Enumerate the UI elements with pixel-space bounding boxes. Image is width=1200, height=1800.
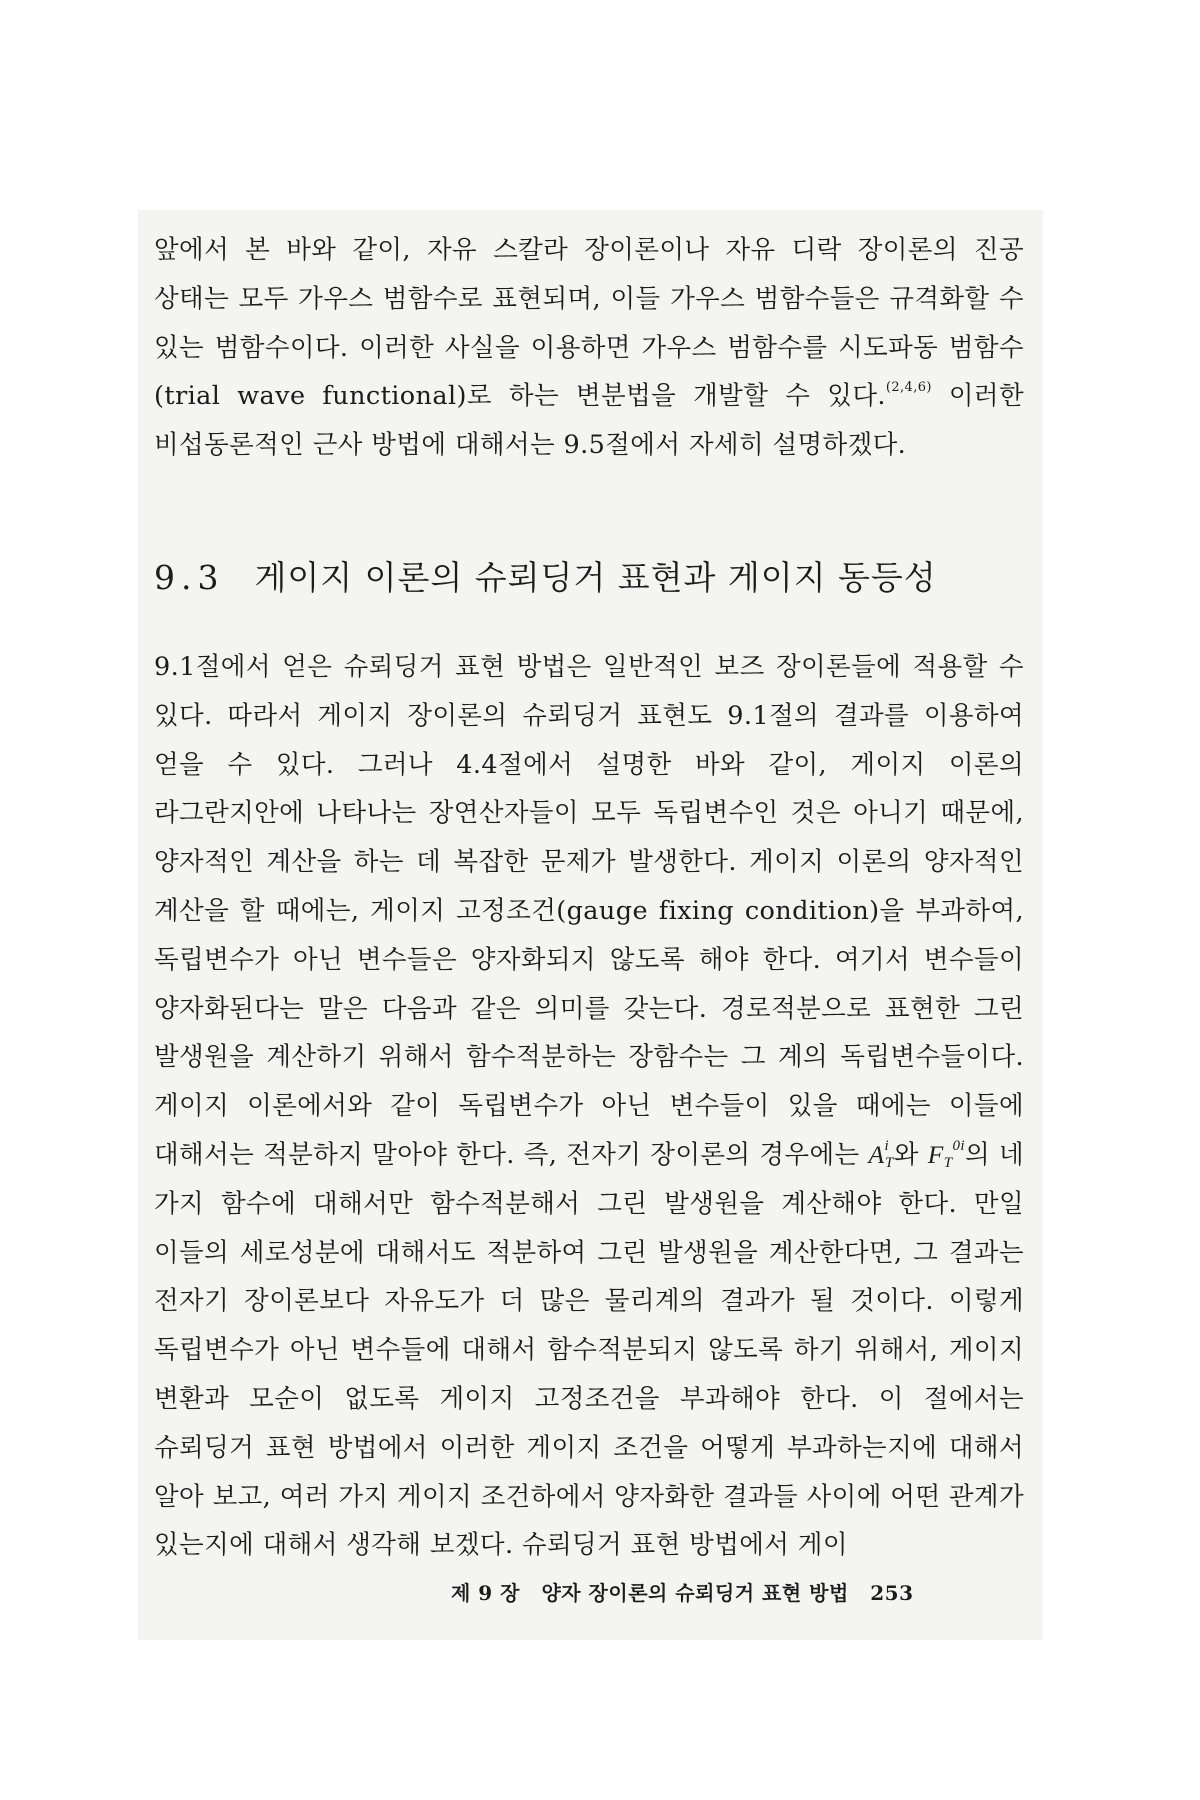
page-number: 253 [870, 1581, 914, 1605]
section-number: 9.3 [154, 558, 225, 597]
math-f-transverse: $F_T^{0i}$ [927, 1137, 965, 1171]
intro-paragraph [154, 226, 1024, 470]
body-paragraph [154, 643, 1024, 1570]
footer-chapter-title: 양자 장이론의 슈뢰딩거 표현 방법 [541, 1581, 849, 1605]
reference-marker: (2,4,6) [885, 380, 932, 396]
section-heading [154, 556, 937, 600]
intro-text-continued: 이러한 비섭동론적인 근사 방법에 대해서는 9.5절에서 자세히 설명하겠다. [154, 381, 1024, 461]
body-text-continued: 의 네 가지 함수에 대해서만 함수적분해서 그린 발생원을 계산해야 한다. 만일 이들의 세로성분에 대해서도 적분하여 그린 발생원을 계산한다면, 그 결과는 전자기 장이론보다 자유도가 더 많은 물리계의 결과가 될 것이다. 이렇게 독립변수가 아닌 변수들에 대해서 함수적분되지 않도록 하기 위해서, 게이지 변환과 모순이 없도록 게이지 고정조건을 부과해야 한다. 이 절에서는 슈뢰딩거 표현 방법에서 이러한 게이지 조건을 어떻게 부과하는지에 대해서 알아 보고, 여러 가지 게이지 조건하에서 양자화한 결과들 사이에 어떤 관계가 있는지에 대해서 생각해 보겠다. 슈뢰딩거 표현 방법에서 게이 [154, 1139, 1025, 1561]
running-footer [451, 1578, 914, 1608]
intro-text: 앞에서 본 바와 같이, 자유 스칼라 장이론이나 자유 디락 장이론의 진공 상태는 모두 가우스 범함수로 표현되며, 이들 가우스 범함수들은 규격화할 수 있는 범함수이다. 이러한 사실을 이용하면 가우스 범함수를 시도파동 범함수(trial wave functional)로 하는 변분법을 개발할 수 있다. [154, 235, 1024, 412]
section-title: 게이지 이론의 슈뢰딩거 표현과 게이지 동등성 [254, 558, 937, 597]
math-connector: 와 [893, 1139, 928, 1170]
body-text: 9.1절에서 얻은 슈뢰딩거 표현 방법은 일반적인 보즈 장이론들에 적용할 수 있다. 따라서 게이지 장이론의 슈뢰딩거 표현도 9.1절의 결과를 이용하여 얻을 수 있다. 그러나 4.4절에서 설명한 바와 같이, 게이지 이론의 라그란지안에 나타나는 장연산자들이 모두 독립변수인 것은 아니기 때문에, 양자적인 계산을 하는 데 복잡한 문제가 발생한다. 게이지 이론의 양자적인 계산을 할 때에는, 게이지 고정조건(gauge fixing condition)을 부과하여, 독립변수가 아닌 변수들은 양자화되지 않도록 해야 한다. 여기서 변수들이 양자화된다는 말은 다음과 같은 의미를 갖는다. 경로적분으로 표현한 그린 발생원을 계산하기 위해서 함수적분하는 장함수는 그 계의 독립변수들이다. 게이지 이론에서와 같이 독립변수가 아닌 변수들이 있을 때에는 이들에 대해서는 적분하지 말아야 한다. 즉, 전자기 장이론의 경우에는 [154, 652, 1024, 1170]
footer-chapter: 제 9 장 [451, 1581, 520, 1605]
math-a-transverse: $A^i_T$ [868, 1137, 894, 1171]
